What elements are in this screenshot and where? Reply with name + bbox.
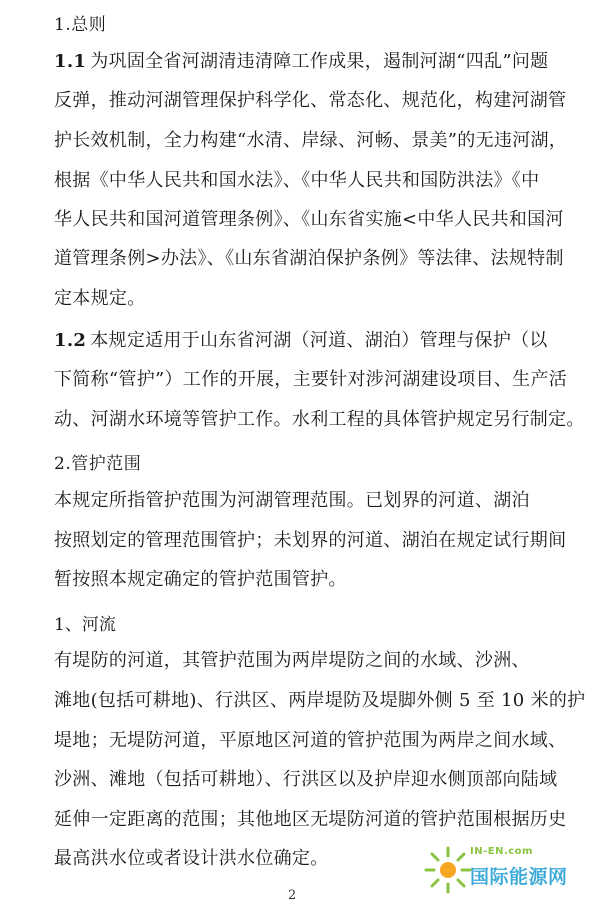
rivers-paragraph-line: 沙洲、滩地（包括可耕地）、行洪区以及护岸迎水侧顶部向陆域 [54, 769, 558, 790]
paragraph-1-1-line: 反弹，推动河湖管理保护科学化、常态化、规范化，构建河湖管 [54, 90, 567, 111]
paragraph-1-2-line: 下简称“管护”）工作的开展，主要针对涉河湖建设项目、生产活 [54, 369, 568, 390]
section-2-intro-line: 暂按照本规定确定的管护范围管护。 [54, 569, 347, 590]
page-number: 2 [288, 888, 297, 903]
paragraph-1-2-line: 动、河湖水环境等管护工作。水利工程的具体管护规定另行制定。 [54, 409, 585, 430]
rivers-paragraph-line: 最高洪水位或者设计洪水位确定。 [54, 848, 329, 869]
paragraph-1-1-line: 华人民共和国河道管理条例》、《山东省实施<中华人民共和国河 [54, 209, 564, 230]
sun-icon [422, 844, 474, 896]
section-2-intro-line: 按照划定的管理范围管护；未划界的河道、湖泊在规定试行期间 [54, 530, 567, 551]
paragraph-1-1-line: 护长效机制，全力构建“水清、岸绿、河畅、景美”的无违河湖， [54, 130, 568, 151]
section-1-heading: 1.总则 [54, 15, 107, 35]
rivers-paragraph-line: 堤地；无堤防河道，平原地区河道的管护范围为两岸之间水域、 [54, 730, 567, 751]
paragraph-1-1-line: 定本规定。 [54, 288, 146, 309]
paragraph-number: 1.2 [54, 330, 87, 351]
paragraph-number: 1.1 [54, 51, 87, 72]
rivers-paragraph-line: 延伸一定距离的范围；其他地区无堤防河道的管护范围根据历史 [54, 809, 567, 830]
paragraph-1-2-line: 1.2 本规定适用于山东省河湖（河道、湖泊）管理与保护（以 [54, 330, 548, 351]
watermark-name: 国际能源网 [470, 866, 568, 888]
rivers-paragraph-line: 滩地(包括可耕地)、行洪区、两岸堤防及堤脚外侧 5 至 10 米的护 [54, 690, 586, 711]
watermark-site: IN-EN.com [470, 846, 533, 857]
watermark-logo [410, 842, 590, 900]
paragraph-1-1-line: 道管理条例>办法》、《山东省湖泊保护条例》等法律、法规特制 [54, 248, 564, 269]
paragraph-1-1-line: 1.1 为巩固全省河湖清违清障工作成果，遏制河湖“四乱”问题 [54, 51, 549, 72]
subsection-rivers-heading: 1、河流 [54, 615, 116, 635]
section-2-intro-line: 本规定所指管护范围为河湖管理范围。已划界的河道、湖泊 [54, 490, 530, 511]
paragraph-1-1-line: 根据《中华人民共和国水法》、《中华人民共和国防洪法》《中 [54, 170, 540, 191]
rivers-paragraph-line: 有堤防的河道，其管护范围为两岸堤防之间的水域、沙洲、 [54, 650, 530, 671]
section-2-heading: 2.管护范围 [54, 454, 142, 474]
